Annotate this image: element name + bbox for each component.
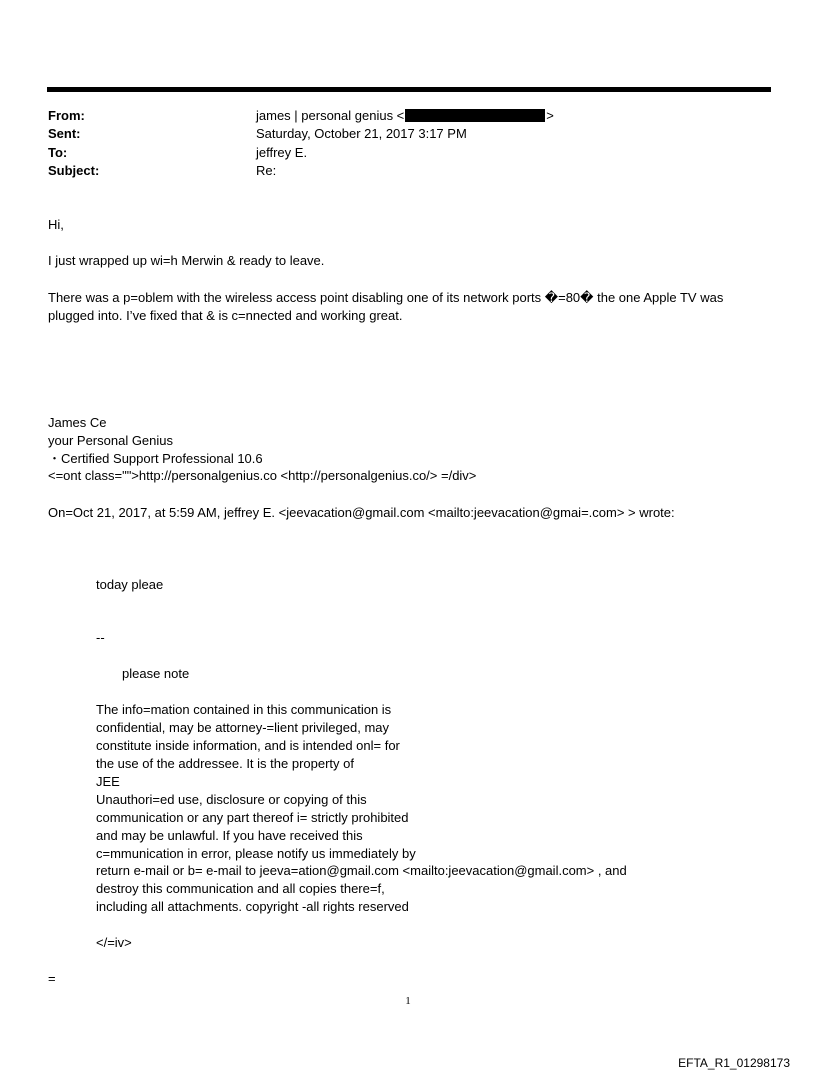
signature-cert: ・Certified Support Professional 10.6 [48, 451, 263, 466]
page-number: 1 [405, 995, 411, 1007]
bates-number: EFTA_R1_01298173 [678, 1056, 790, 1070]
signature-title: your Personal Genius [48, 433, 174, 448]
disclaimer-line: and may be unlawful. If you have received this [96, 828, 363, 843]
disclaimer-line: the use of the addressee. It is the property of [96, 756, 354, 771]
disclaimer-line: constitute inside information, and is intended onl= for [96, 738, 400, 753]
from-close: > [546, 108, 554, 123]
closing-tag: </=iv> [96, 935, 132, 950]
from-value [256, 107, 554, 125]
disclaimer-line: The info=mation contained in this communication is [96, 702, 392, 717]
signature-name: James Ce [48, 415, 107, 430]
quote-separator: -- [96, 630, 105, 645]
sent-label: Sent: [48, 126, 81, 141]
disclaimer-line: confidential, may be attorney-=lient privileged, may [96, 720, 390, 735]
to-value: jeffrey E. [256, 145, 308, 160]
subject-label: Subject: [48, 163, 100, 178]
from-name: james | personal genius < [256, 108, 405, 123]
redaction-bar [405, 109, 545, 122]
body-para2-line2: plugged into. I’ve fixed that & is c=nnected and working great. [48, 308, 403, 323]
trailing-equals: = [48, 971, 56, 986]
disclaimer-line: JEE [96, 774, 120, 789]
body-para2-line1: There was a p=oblem with the wireless access point disabling one of its network ports �=80� the one Apple TV was [48, 290, 724, 305]
disclaimer-line: communication or any part thereof i= strictly prohibited [96, 810, 409, 825]
disclaimer-line: return e-mail or b= e-mail to jeeva=ation@gmail.com <mailto:jeevacation@gmail.com> , and [96, 863, 627, 878]
quoted-text: today pleae [96, 577, 164, 592]
quote-attribution: On=Oct 21, 2017, at 5:59 AM, jeffrey E. <jeevacation@gmail.com <mailto:jeevacation@gmai=.com> > wrote: [48, 505, 675, 520]
to-label: To: [48, 145, 68, 160]
please-note: please note [122, 666, 190, 681]
disclaimer-line: including all attachments. copyright -all rights reserved [96, 899, 409, 914]
greeting: Hi, [48, 217, 64, 232]
disclaimer-line: Unauthori=ed use, disclosure or copying of this [96, 792, 367, 807]
signature-link-line: <=ont class="">http://personalgenius.co <http://personalgenius.co/> =/div> [48, 468, 477, 483]
sent-value: Saturday, October 21, 2017 3:17 PM [256, 126, 467, 141]
from-label: From: [48, 108, 85, 123]
disclaimer-line: destroy this communication and all copies there=f, [96, 881, 385, 896]
header-rule [47, 87, 771, 92]
body-line-1: I just wrapped up wi=h Merwin & ready to leave. [48, 253, 325, 268]
subject-value: Re: [256, 163, 277, 178]
disclaimer-line: c=mmunication in error, please notify us immediately by [96, 846, 416, 861]
